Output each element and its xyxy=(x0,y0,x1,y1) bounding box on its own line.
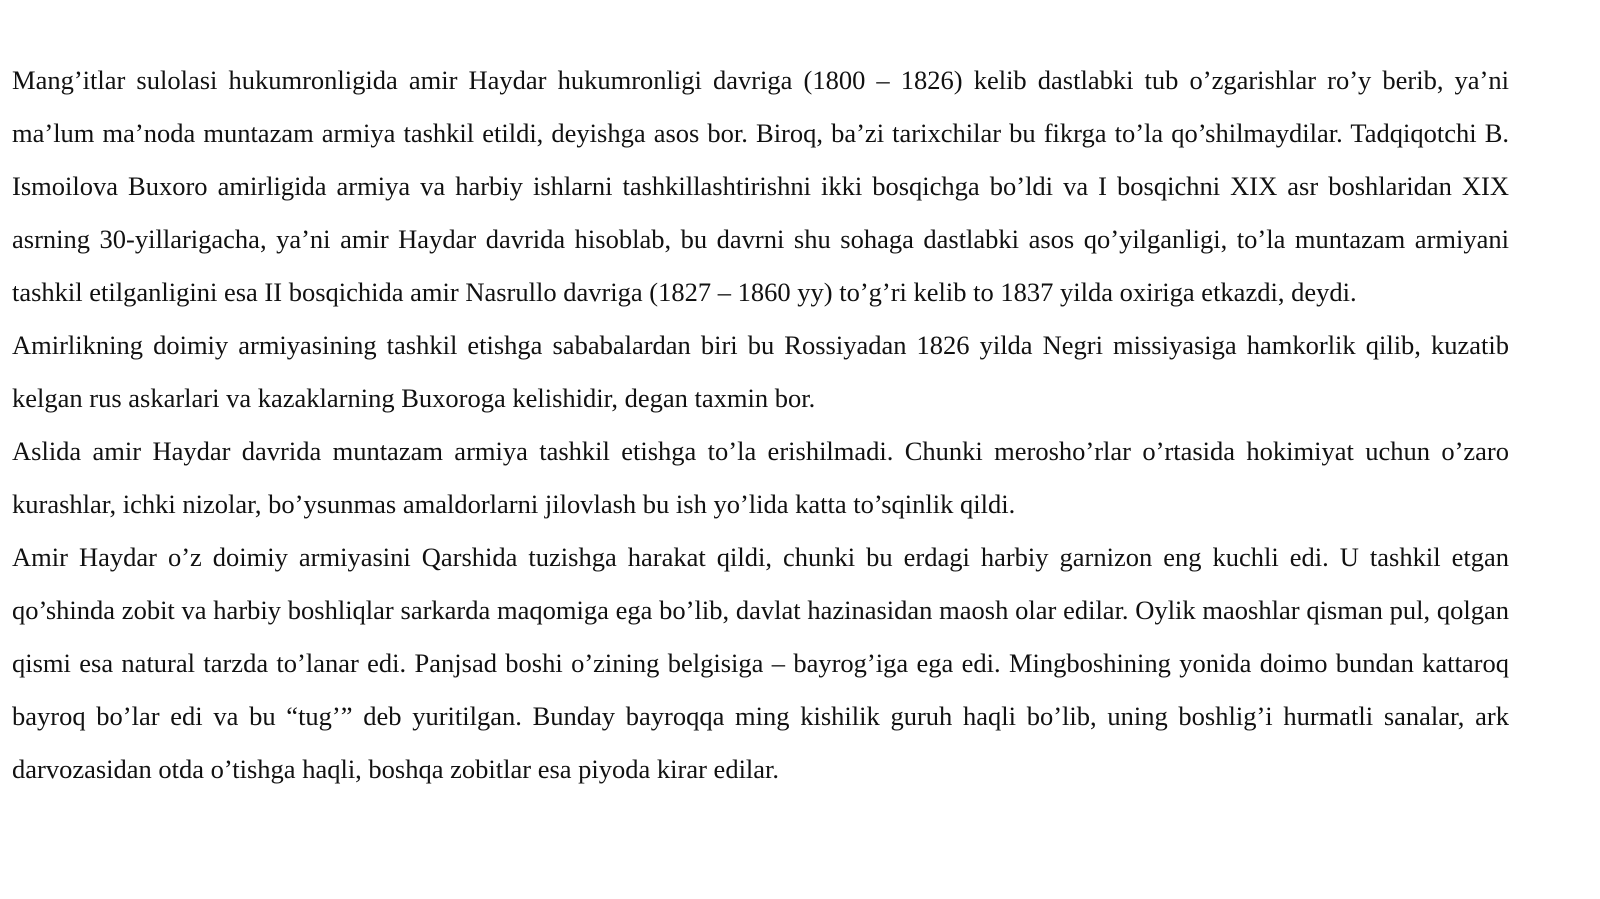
paragraph-3: Aslida amir Haydar davrida muntazam armiya tashkil etishga to’la erishilmadi. Chunki merosho’rlar o’rtasida hokimiyat uchun o’zaro kurashlar, ichki nizolar, bo’ysunmas amaldorlarni jilovlash bu ish yo’lida katta to’sqinlik qildi. xyxy=(12,436,1509,519)
paragraph-2: Amirlikning doimiy armiyasining tashkil etishga sababalardan biri bu Rossiyadan 1826 yilda Negri missiyasiga hamkorlik qilib, kuzatib kelgan rus askarlari va kazaklarning Buxoroga kelishidir, degan taxmin bor. xyxy=(12,330,1509,413)
paragraph-4: Amir Haydar o’z doimiy armiyasini Qarshida tuzishga harakat qildi, chunki bu erdagi harbiy garnizon eng kuchli edi. U tashkil etgan qo’shinda zobit va harbiy boshliqlar sarkarda maqomiga ega bo’lib, davlat hazinasidan maosh olar edilar. Oylik maoshlar qisman pul, qolgan qismi esa natural tarzda to’lanar edi. Panjsad boshi o’zining belgisiga – bayrog’iga ega edi. Mingboshining yonida doimo bundan kattaroq bayroq bo’lar edi va bu “tug’” deb yuritilgan. Bunday bayroqqa ming kishilik guruh haqli bo’lib, uning boshlig’i hurmatli sanalar, ark darvozasidan otda o’tishga haqli, boshqa zobitlar esa piyoda kirar edilar. xyxy=(12,542,1509,784)
paragraph-1: Mang’itlar sulolasi hukumronligida amir Haydar hukumronligi davriga (1800 – 1826) kelib dastlabki tub o’zgarishlar ro’y berib, ya’ni ma’lum ma’noda muntazam armiya tashkil etildi, deyishga asos bor. Biroq, ba’zi tarixchilar bu fikrga to’la qo’shilmaydilar. Tadqiqotchi B. Ismoilova Buxoro amirligida armiya va harbiy ishlarni tashkillashtirishni ikki bosqichga bo’ldi va I bosqichni XIX asr boshlaridan XIX asrning 30-yillarigacha, ya’ni amir Haydar davrida hisoblab, bu davrni shu sohaga dastlabki asos qo’yilganligi, to’la muntazam armiyani tashkil etilganligini esa II bosqichida amir Nasrullo davriga (1827 – 1860 yy) to’g’ri kelib to 1837 yilda oxiriga etkazdi, deydi. xyxy=(12,65,1509,307)
document-body xyxy=(12,54,1509,796)
